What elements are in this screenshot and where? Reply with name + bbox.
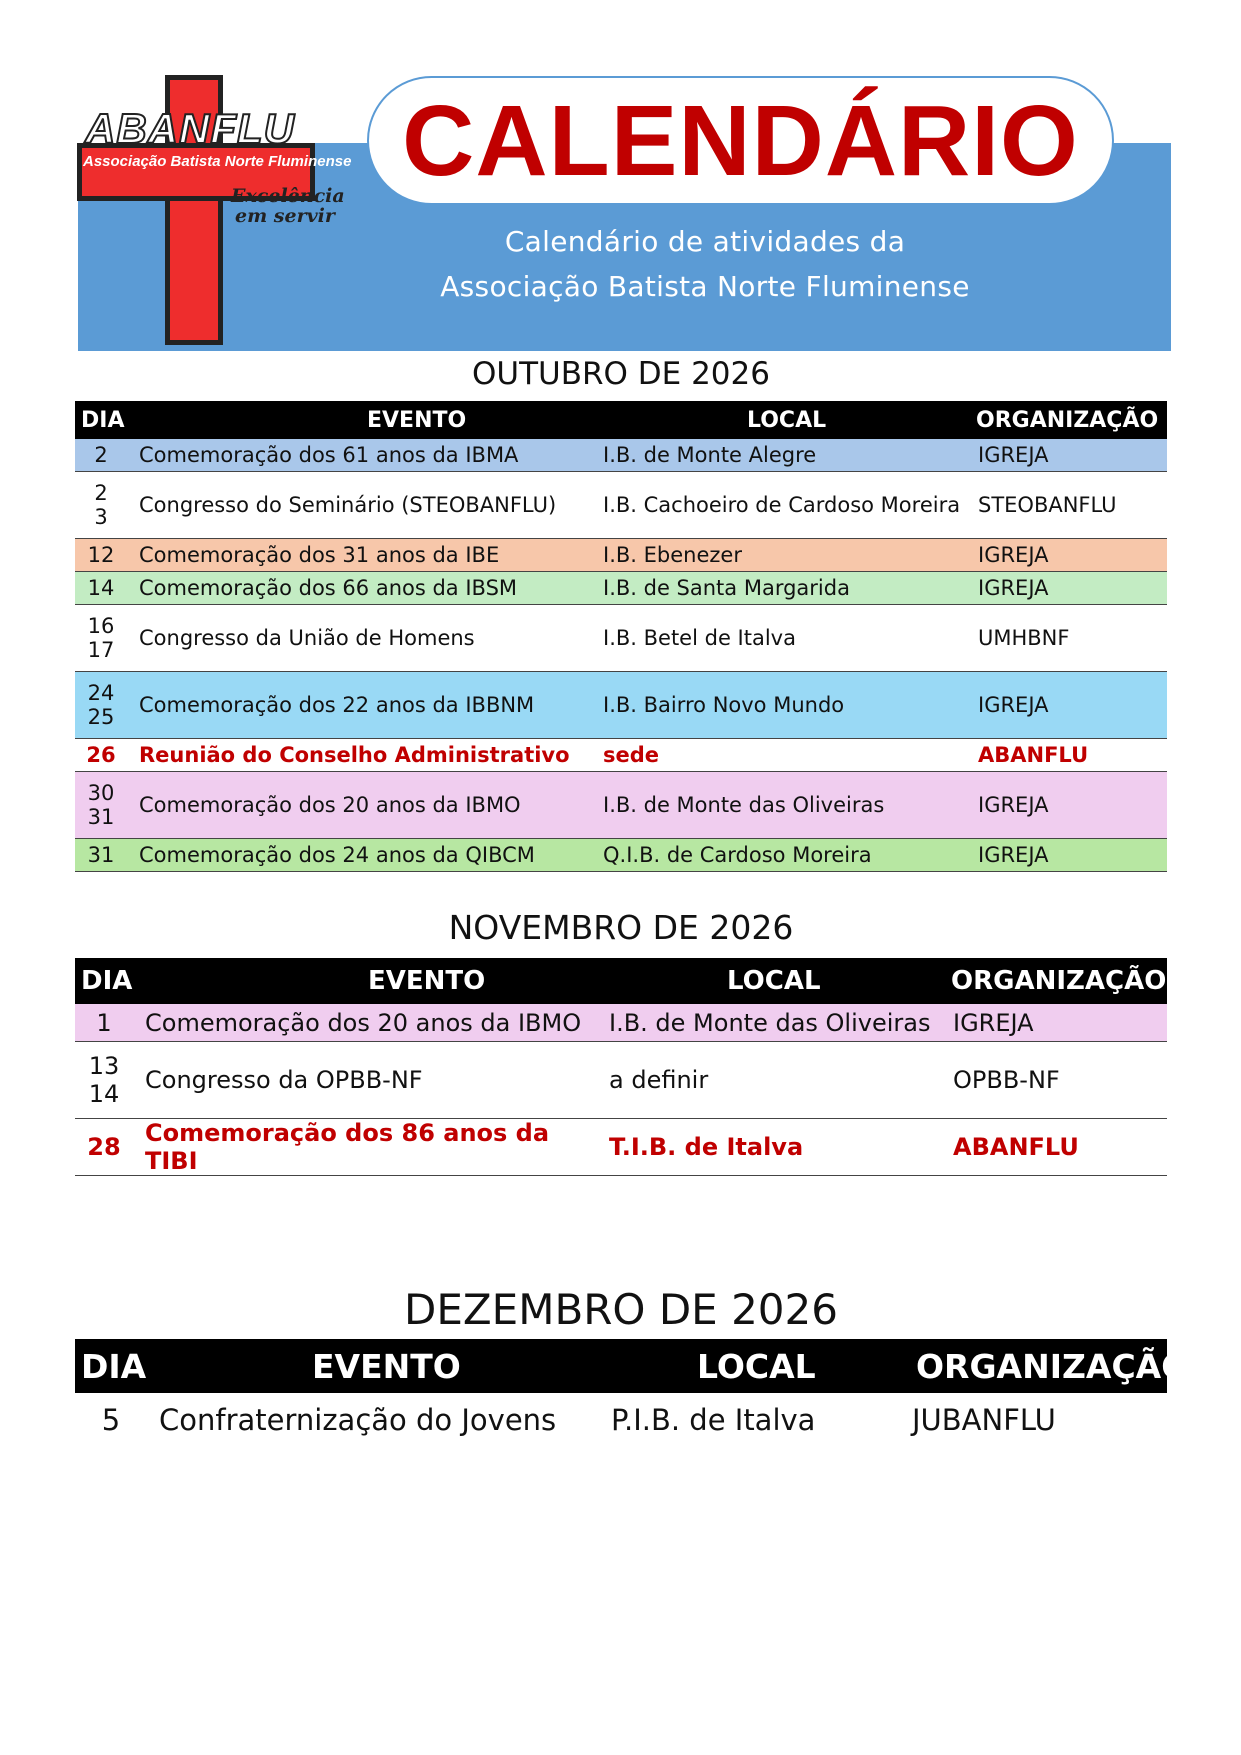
cell-evento: Confraternização do Jovens (159, 1403, 557, 1437)
header-local: LOCAL (605, 1339, 906, 1393)
cell-organizacao: STEOBANFLU (972, 472, 1167, 539)
cell-organizacao: IGREJA (972, 839, 1167, 872)
table-row (75, 439, 1167, 472)
cell-dia (75, 672, 127, 739)
cell-local: I.B. Cachoeiro de Cardoso Moreira (597, 472, 972, 539)
header-dia: DIA (75, 401, 127, 439)
cell-evento: Comemoração dos 66 anos da IBSM (127, 572, 597, 605)
cell-evento: Comemoração dos 20 anos da IBMO (127, 772, 597, 839)
cell-dia (75, 1042, 133, 1119)
day-number: 14 (88, 1080, 120, 1108)
cell-organizacao: IGREJA (972, 772, 1167, 839)
day-number: 25 (87, 705, 115, 729)
cell-local: T.I.B. de Italva (603, 1119, 947, 1176)
logo-slogan-line2: em servir (235, 205, 335, 227)
calendar-table-october (75, 401, 1167, 872)
table-row (75, 772, 1167, 839)
cell-evento: Congresso da OPBB-NF (133, 1042, 603, 1119)
header-local: LOCAL (597, 401, 972, 439)
cell-evento: Congresso da União de Homens (127, 605, 597, 672)
page-title: CALENDÁRIO (402, 84, 1079, 197)
header-evento: EVENTO (127, 401, 597, 439)
cell-dia (75, 1393, 147, 1447)
table-header (75, 1339, 1167, 1393)
day-number: 26 (86, 743, 116, 767)
month-title-december: DEZEMBRO DE 2026 (404, 1285, 838, 1334)
logo-full-name: Associação Batista Norte Fluminense (83, 153, 352, 170)
cell-local: I.B. de Monte das Oliveiras (603, 1004, 947, 1042)
cell-organizacao: ABANFLU (947, 1119, 1167, 1176)
table-row (75, 605, 1167, 672)
day-number: 1 (96, 1008, 112, 1037)
table-row (75, 672, 1167, 739)
table-row (75, 1119, 1167, 1176)
cell-local: I.B. Betel de Italva (597, 605, 972, 672)
table-header (75, 958, 1167, 1004)
cell-local: a definir (603, 1042, 947, 1119)
cell-evento: Comemoração dos 31 anos da IBE (127, 539, 597, 572)
cell-local: Q.I.B. de Cardoso Moreira (597, 839, 972, 872)
header-organizacao: ORGANIZAÇÃO (947, 958, 1167, 1004)
cell-evento: Comemoração dos 22 anos da IBBNM (127, 672, 597, 739)
cell-dia (75, 772, 127, 839)
day-number: 5 (101, 1403, 121, 1437)
table-row (75, 1042, 1167, 1119)
cell-organizacao: UMHBNF (972, 605, 1167, 672)
cell-local: I.B. de Monte Alegre (597, 439, 972, 472)
month-title-october: OUTUBRO DE 2026 (472, 356, 770, 392)
day-number: 31 (87, 805, 115, 829)
cell-evento: Comemoração dos 61 anos da IBMA (127, 439, 597, 472)
table-row (75, 839, 1167, 872)
table-row (75, 539, 1167, 572)
table-row (75, 1393, 1167, 1447)
calendar-table-december (75, 1339, 1190, 1447)
cell-local: I.B. de Monte das Oliveiras (597, 772, 972, 839)
table-header (75, 401, 1167, 439)
title-pill (367, 76, 1114, 205)
cell-organizacao: IGREJA (972, 439, 1167, 472)
month-title-november: NOVEMBRO DE 2026 (448, 908, 794, 947)
abanflu-logo (75, 75, 355, 350)
header-evento: EVENTO (133, 958, 603, 1004)
cell-dia (75, 605, 127, 672)
cell-organizacao: IGREJA (972, 539, 1167, 572)
cell-dia (75, 439, 127, 472)
cell-local: I.B. de Santa Margarida (597, 572, 972, 605)
logo-name: ABANFLU (85, 105, 295, 152)
header-dia: DIA (75, 1339, 147, 1393)
cell-dia (75, 1004, 133, 1042)
header-local: LOCAL (603, 958, 947, 1004)
day-number: 24 (87, 681, 115, 705)
cell-evento: Congresso do Seminário (STEOBANFLU) (127, 472, 597, 539)
day-number: 28 (87, 1133, 121, 1161)
cell-organizacao: IGREJA (947, 1004, 1167, 1042)
day-number: 2 (94, 443, 108, 467)
cell-evento: Comemoração dos 86 anos da TIBI (133, 1119, 603, 1176)
day-number: 30 (87, 781, 115, 805)
cell-dia (75, 1119, 133, 1176)
cell-local: sede (597, 739, 972, 772)
cell-organizacao: OPBB-NF (947, 1042, 1167, 1119)
day-number: 17 (87, 638, 115, 662)
table-row (75, 572, 1167, 605)
logo-slogan-line1: Excelência (231, 185, 345, 207)
cell-dia (75, 572, 127, 605)
cell-evento: Comemoração dos 20 anos da IBMO (133, 1004, 603, 1042)
day-number: 31 (87, 843, 115, 867)
table-row (75, 739, 1167, 772)
calendar-table-november (75, 958, 1167, 1176)
day-number: 12 (87, 543, 115, 567)
cell-evento: Reunião do Conselho Administrativo (127, 739, 597, 772)
cell-organizacao: JUBANFLU (912, 1403, 1056, 1437)
subtitle-line2: Associação Batista Norte Fluminense (440, 270, 970, 303)
cell-local: I.B. Bairro Novo Mundo (597, 672, 972, 739)
cell-local: P.I.B. de Italva (611, 1403, 816, 1437)
table-row (75, 1004, 1167, 1042)
cell-dia (75, 739, 127, 772)
header-organizacao: ORGANIZAÇÃO (906, 1339, 1167, 1393)
day-number: 13 (88, 1052, 120, 1080)
cell-local: I.B. Ebenezer (597, 539, 972, 572)
header-evento: EVENTO (147, 1339, 605, 1393)
day-number: 3 (94, 505, 108, 529)
cell-dia (75, 839, 127, 872)
cell-dia (75, 539, 127, 572)
cell-dia (75, 472, 127, 539)
day-number: 14 (87, 576, 115, 600)
table-row (75, 472, 1167, 539)
subtitle-line1: Calendário de atividades da (504, 225, 906, 258)
cell-organizacao: IGREJA (972, 672, 1167, 739)
cell-organizacao: ABANFLU (972, 739, 1167, 772)
header-dia: DIA (75, 958, 133, 1004)
cell-organizacao: IGREJA (972, 572, 1167, 605)
day-number: 2 (94, 481, 108, 505)
cell-evento: Comemoração dos 24 anos da QIBCM (127, 839, 597, 872)
header-organizacao: ORGANIZAÇÃO (972, 401, 1167, 439)
day-number: 16 (87, 614, 115, 638)
